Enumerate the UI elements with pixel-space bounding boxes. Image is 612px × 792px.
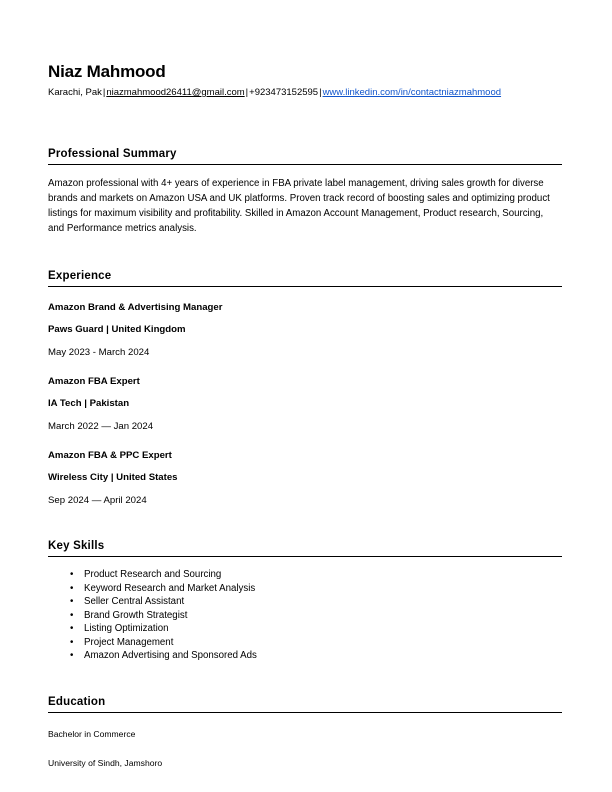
bullet-icon: • <box>70 582 74 594</box>
list-item <box>48 595 562 609</box>
phone-number: +923473152595 <box>249 87 319 98</box>
bullet-icon: • <box>70 623 74 634</box>
job-company: IA Tech | Pakistan <box>48 398 130 409</box>
contact-line <box>48 86 562 99</box>
skills-list <box>48 568 562 663</box>
list-item <box>48 636 562 650</box>
contact-location: Karachi, Pak <box>48 87 102 98</box>
skill-label: Brand Growth Strategist <box>84 609 188 621</box>
skill-label: Listing Optimization <box>84 623 169 634</box>
section-key-skills <box>48 539 562 663</box>
section-heading-experience: Experience <box>48 269 562 287</box>
skill-label: Product Research and Sourcing <box>84 569 222 580</box>
job-title: Amazon FBA & PPC Expert <box>48 450 172 461</box>
skill-label: Keyword Research and Market Analysis <box>84 582 256 594</box>
education-institution: University of Sindh, Jamshoro <box>48 757 163 768</box>
candidate-name: Niaz Mahmood <box>48 62 166 81</box>
section-heading-education: Education <box>48 695 562 713</box>
skill-label: Amazon Advertising and Sponsored Ads <box>84 650 257 661</box>
section-heading-professional-summary: Professional Summary <box>48 147 562 165</box>
education-degree: Bachelor in Commerce <box>48 728 136 739</box>
section-experience <box>48 269 562 507</box>
job-dates: March 2022 — Jan 2024 <box>48 421 154 432</box>
skill-label: Seller Central Assistant <box>84 596 185 607</box>
experience-entry <box>48 449 562 507</box>
contact-separator-3: | <box>319 87 322 98</box>
bullet-icon: • <box>70 596 74 607</box>
resume-header <box>48 62 562 99</box>
experience-entry <box>48 301 562 359</box>
list-item <box>48 568 562 582</box>
professional-summary-text: Amazon professional with 4+ years of experience in FBA private label management, driving sales growth for diverse brands and markets on Amazon USA and UK platforms. Proven track record of boosting sales and optimizing product listings for maximum visibility and profitability. Skilled in Amazon Account Management, Product research, Sourcing, and Performance metrics analysis. <box>48 178 550 234</box>
section-professional-summary <box>48 147 562 236</box>
job-title: Amazon Brand & Advertising Manager <box>48 302 223 313</box>
bullet-icon: • <box>70 650 74 661</box>
list-item <box>48 609 562 623</box>
bullet-icon: • <box>70 569 74 580</box>
skill-label: Project Management <box>84 636 174 648</box>
list-item <box>48 582 562 596</box>
section-education <box>48 695 562 769</box>
list-item <box>48 649 562 663</box>
linkedin-link[interactable]: www.linkedin.com/in/contactniazmahmood <box>322 87 502 98</box>
contact-separator-2: | <box>245 87 249 98</box>
email-link[interactable]: niazmahmood26411@gmail.com <box>106 87 245 98</box>
job-title: Amazon FBA Expert <box>48 376 140 387</box>
bullet-icon: • <box>70 609 74 621</box>
job-dates: Sep 2024 — April 2024 <box>48 495 147 506</box>
list-item <box>48 622 562 636</box>
job-company: Wireless City | United States <box>48 472 178 483</box>
job-dates: May 2023 - March 2024 <box>48 347 150 358</box>
contact-separator-1: | <box>102 87 106 98</box>
experience-entry <box>48 375 562 433</box>
section-heading-key-skills: Key Skills <box>48 539 562 557</box>
job-company: Paws Guard | United Kingdom <box>48 324 186 335</box>
bullet-icon: • <box>70 636 74 648</box>
